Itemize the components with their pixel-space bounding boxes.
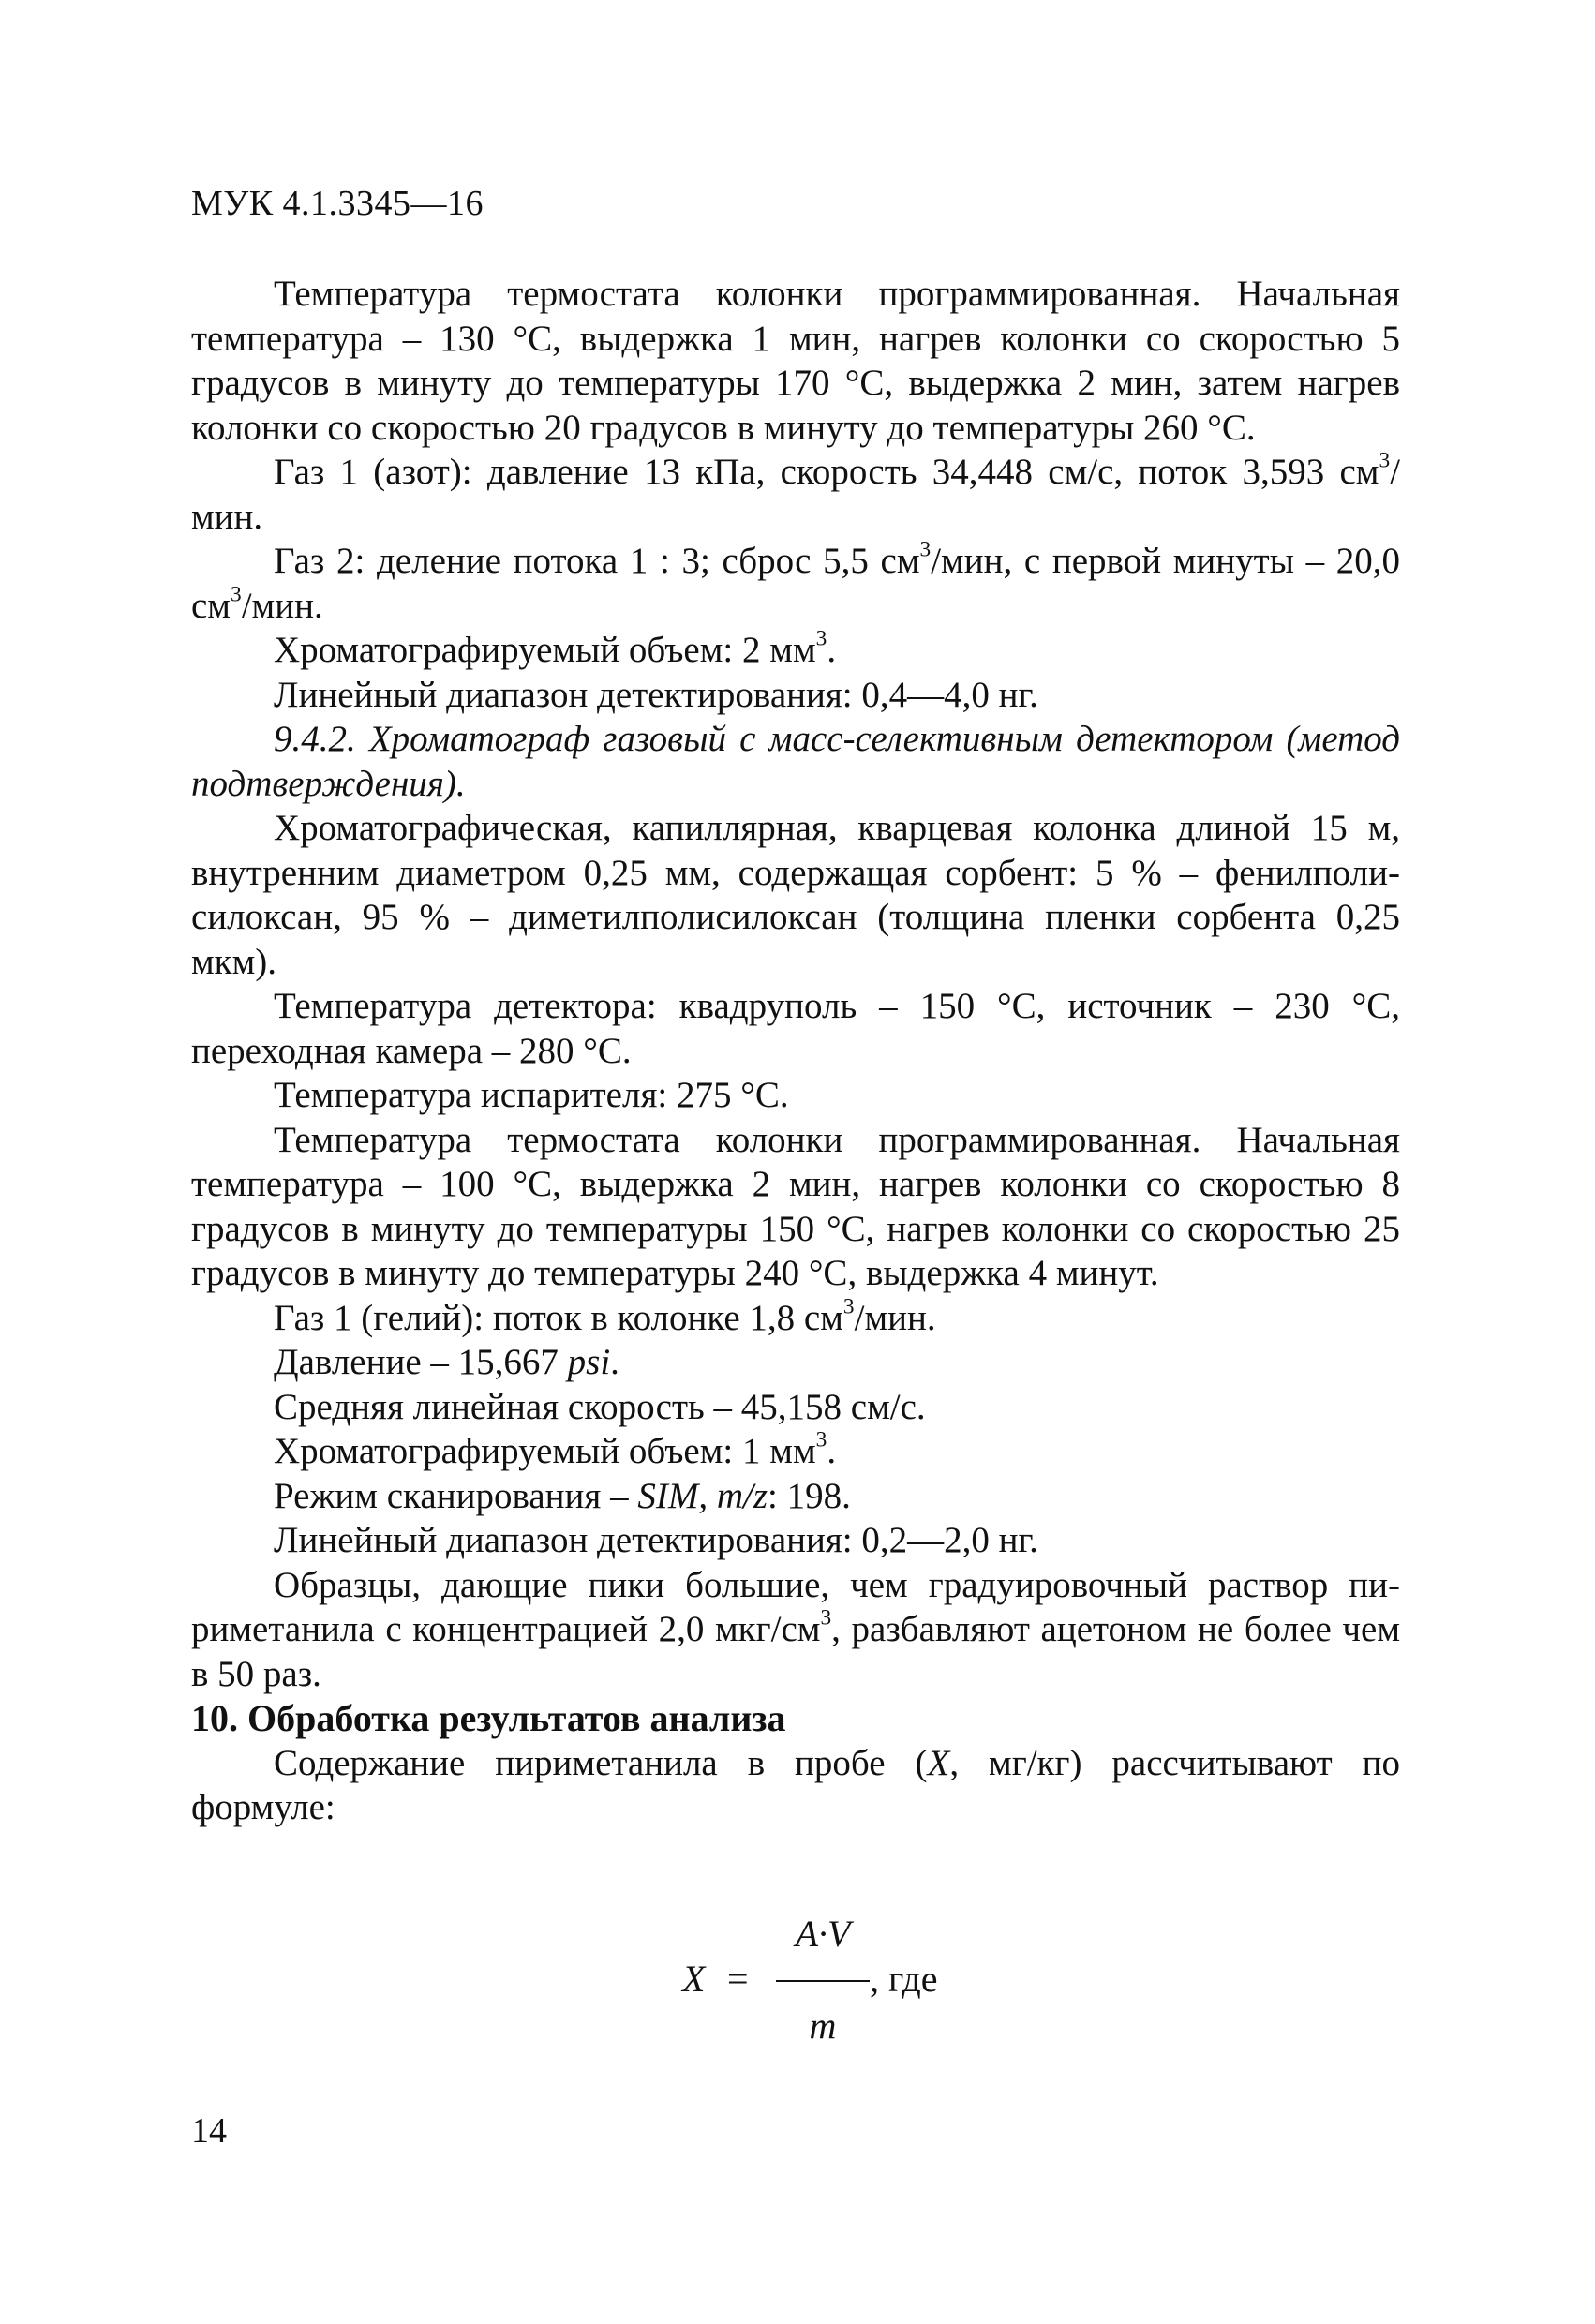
section-intro: Содержание пириметанила в пробе (X, мг/кг) рассчитывают по формуле: xyxy=(191,1742,1400,1827)
formula-tail: , где xyxy=(870,1958,938,2000)
page-number: 14 xyxy=(191,2111,227,2151)
body-text xyxy=(191,272,1400,1830)
formula xyxy=(682,1912,963,2047)
paragraph: Хроматографируемый объем: 2 $мм^3$. xyxy=(274,626,837,670)
formula-lhs: X xyxy=(682,1958,706,2000)
paragraph: Газ 2: деление потока 1 : 3; сброс 5,5 $см^3$/мин, с первой минуты – 20,0 $см^3$/мин. xyxy=(191,537,1401,626)
paragraph: Температура детектора: квадруполь – 150 °С, источник – 230 °С, переходная камера – 280 °С. xyxy=(191,986,1400,1071)
paragraph: Хроматографируемый объем: 1 $мм^3$. xyxy=(274,1427,837,1471)
paragraph: Давление – 15,667 psi. xyxy=(274,1342,619,1382)
paragraph: Линейный диапазон детектирования: 0,4—4,0 нг. xyxy=(274,674,1038,715)
paragraph: Режим сканирования – SIM, m/z: 198. xyxy=(274,1475,851,1516)
formula-numerator: A·V xyxy=(795,1913,851,1955)
section-title: 10. Обработка результатов анализа xyxy=(191,1697,786,1739)
paragraph: Температура испарителя: 275 °С. xyxy=(274,1075,789,1115)
page-header: МУК 4.1.3345—16 xyxy=(191,184,484,223)
paragraph: Газ 1 (азот): давление 13 кПа, скорость 34,448 см/с, поток 3,593 $см^3$/мин. xyxy=(191,448,1400,537)
paragraph: Средняя линейная скорость – 45,158 см/с. xyxy=(274,1386,926,1427)
paragraph: Образцы, дающие пики большие, чем градуировочный раствор пириметанила с концентрацией 2,0 мкг/$см^3$, разбавляют ацетоном не более чем в 50 раз. xyxy=(191,1564,1401,1694)
subsection-heading: 9.4.2. Хроматограф газовый с масс-селективным детектором (метод подтверждения). xyxy=(191,719,1400,804)
paragraph: Температура термостата колонки программированная. Начальная температура – 100 °С, выдержка 2 мин, нагрев колонки со скоростью 8 градусов в минуту до температуры 150 °С, нагрев колонки со скоростью 25 градусов в минуту до температуры 240 °С, выдержка 4 минут. xyxy=(191,1119,1400,1293)
paragraph: Газ 1 (гелий): поток в колонке 1,8 $см^3$/мин. xyxy=(274,1293,936,1338)
formula-denominator: m xyxy=(809,2004,837,2047)
paragraph: Температура термостата колонки программированная. Начальная температура – 130 °С, выдержка 1 мин, нагрев колонки со скоростью 5 градусов в минуту до температуры 170 °С, выдержка 2 мин, затем нагрев колонки со скоростью 20 градусов в минуту до температуры 260 °С. xyxy=(191,274,1400,448)
paragraph: Хроматографическая, капиллярная, кварцевая колонка длиной 15 м, внутренним диаметром 0,25 мм, содержащая сорбент: 5 % – фенилполисилоксан, 95 % – диметилполисилоксан (толщина пленки сорбента 0,25 мкм). xyxy=(191,808,1400,982)
fraction-bar xyxy=(776,1980,870,1982)
formula-equals: = xyxy=(727,1958,749,2000)
paragraph: Линейный диапазон детектирования: 0,2—2,0 нг. xyxy=(274,1520,1038,1560)
